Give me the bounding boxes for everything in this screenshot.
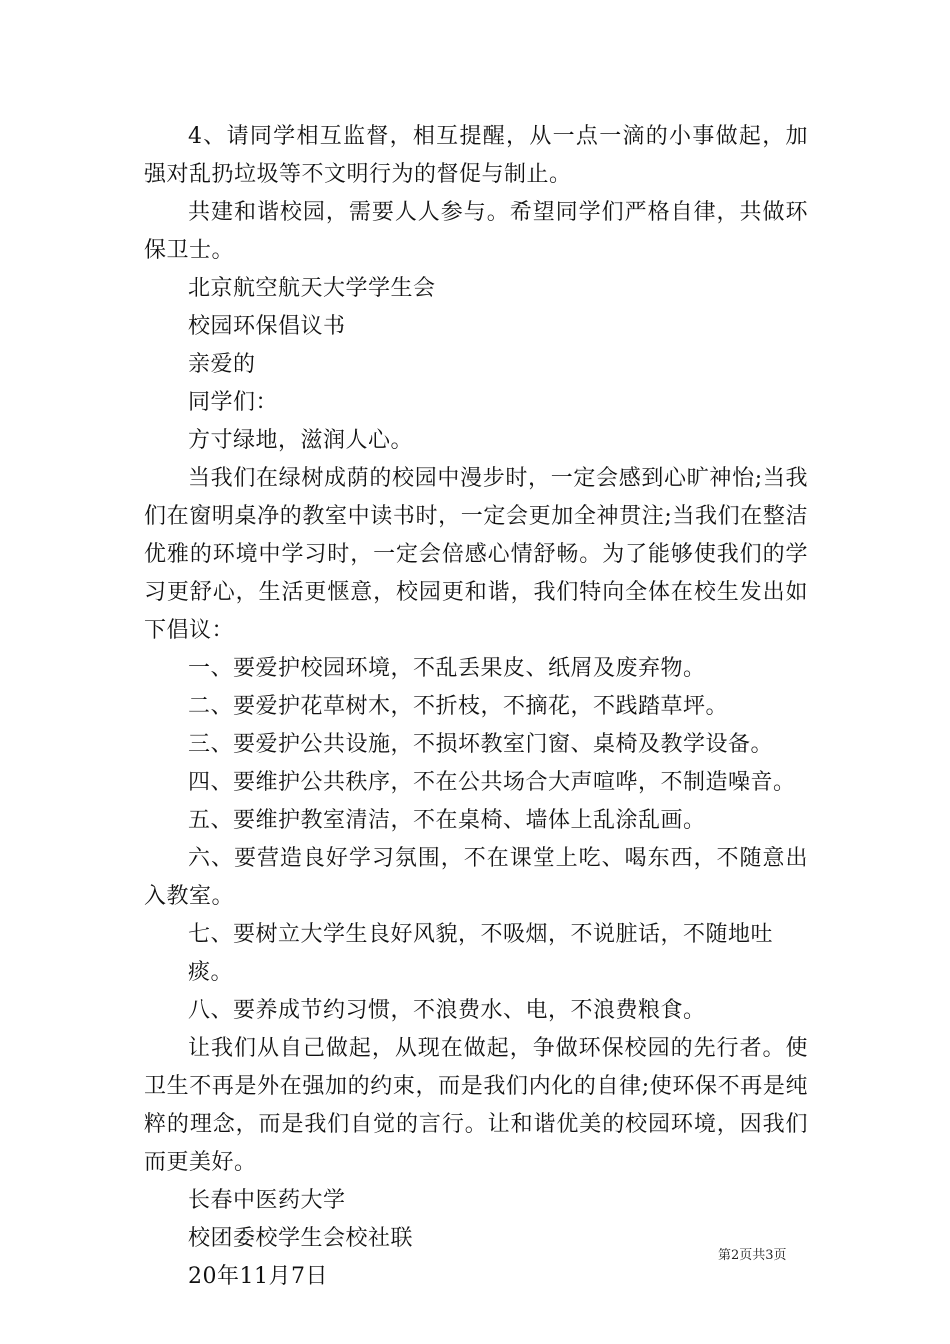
paragraph: 共建和谐校园，需要人人参与。希望同学们严格自律，共做环保卫士。 [144,200,808,263]
salutation: 同学们： [188,390,279,415]
document-body [144,118,808,1296]
document-title: 校园环保倡议书 [188,314,346,339]
list-item: 八、要养成节约习惯，不浪费水、电，不浪费粮食。 [188,998,706,1023]
paragraph: 让我们从自己做起，从现在做起，争做环保校园的先行者。使卫生不再是外在强加的约束，而是我们内化的自律;使环保不再是纯粹的理念，而是我们自觉的言行。让和谐优美的校园环境，因我们而更美好。 [144,1036,808,1175]
paragraph: 当我们在绿树成荫的校园中漫步时，一定会感到心旷神怡;当我们在窗明桌净的教室中读书时，一定会更加全神贯注;当我们在整洁优雅的环境中学习时，一定会倍感心情舒畅。为了能够使我们的学习更舒心，生活更惬意，校园更和谐，我们特向全体在校生发出如下倡议： [144,466,808,643]
signature-line: 北京航空航天大学学生会 [188,276,436,301]
list-item: 五、要维护教室清洁，不在桌椅、墙体上乱涂乱画。 [188,808,706,833]
paragraph: 4、请同学相互监督，相互提醒，从一点一滴的小事做起，加强对乱扔垃圾等不文明行为的督促与制止。 [144,124,808,187]
list-item: 一、要爱护校园环境，不乱丢果皮、纸屑及废弃物。 [188,656,706,681]
signature-line: 长春中医药大学 [188,1188,346,1213]
paragraph: 方寸绿地，滋润人心。 [188,428,414,453]
signature-line: 校团委校学生会校社联 [188,1226,414,1251]
page-number: 第2页共3页 [718,1248,787,1263]
salutation: 亲爱的 [188,352,256,377]
list-item: 三、要爱护公共设施，不损坏教室门窗、桌椅及教学设备。 [188,732,774,757]
list-item: 四、要维护公共秩序，不在公共场合大声喧哗，不制造噪音。 [188,770,796,795]
list-item: 七、要树立大学生良好风貌，不吸烟，不说脏话，不随地吐痰。 [188,922,774,985]
date-line: 20年11月7日 [188,1264,328,1289]
list-item: 六、要营造良好学习氛围，不在课堂上吃、喝东西，不随意出入教室。 [144,846,808,909]
list-item: 二、要爱护花草树木，不折枝，不摘花，不践踏草坪。 [188,694,729,719]
